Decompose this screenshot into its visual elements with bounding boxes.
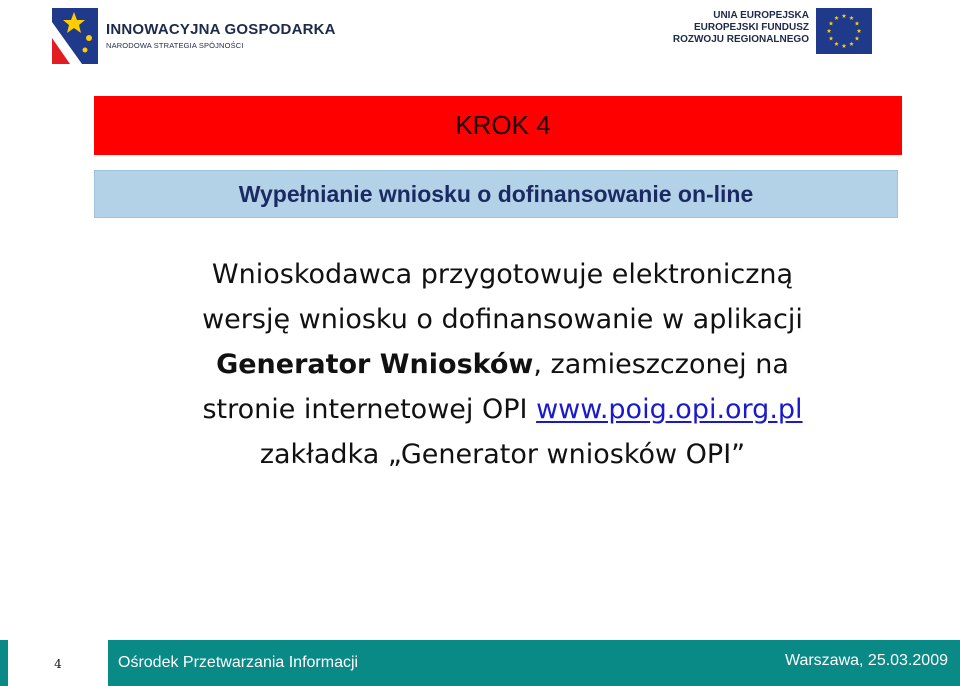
eu-logo [673,8,872,54]
logo-tagline: NARODOWA STRATEGIA SPÓJNOŚCI [106,41,244,51]
body-line-5: zakładka „Generator wniosków OPI” [259,439,746,470]
eu-logo-text [673,8,809,46]
slide-body [100,252,905,477]
innowacyjna-gospodarka-logo [52,8,336,64]
step-title: KROK 4 [455,110,551,140]
eu-logo-line3: ROZWOJU REGIONALNEGO [672,34,809,45]
subtitle-banner [94,170,898,218]
footer-bar [0,640,960,686]
eu-flag-icon [816,8,872,54]
body-line-3 [100,342,905,387]
body-line-4 [100,387,905,432]
body-line-4-text: stronie internetowej OPI [202,394,537,425]
innowacyjna-gospodarka-logo-icon [52,8,98,64]
body-line-2: wersję wniosku o dofinansowanie w aplikacji [202,304,803,335]
page-number: 4 [54,657,62,671]
body-line-3-rest: , zamieszczonej na [533,349,789,380]
opi-website-link[interactable]: www.poig.opi.org.pl [536,394,803,425]
logo-name: INNOWACYJNA GOSPODARKA [106,21,336,39]
page-number-box [8,640,110,686]
generator-name: Generator Wniosków [216,349,534,380]
footer-date: Warszawa, 25.03.2009 [784,652,948,669]
body-line-1: Wnioskodawca przygotowuje elektroniczną [211,259,794,290]
slide-subtitle: Wypełnianie wniosku o dofinansowanie on-line [238,180,754,207]
eu-logo-line2: EUROPEJSKI FUNDUSZ [693,22,809,33]
eu-logo-line1: UNIA EUROPEJSKA [713,10,809,21]
step-banner [94,96,902,155]
footer-institution: Ośrodek Przetwarzania Informacji [118,654,359,671]
